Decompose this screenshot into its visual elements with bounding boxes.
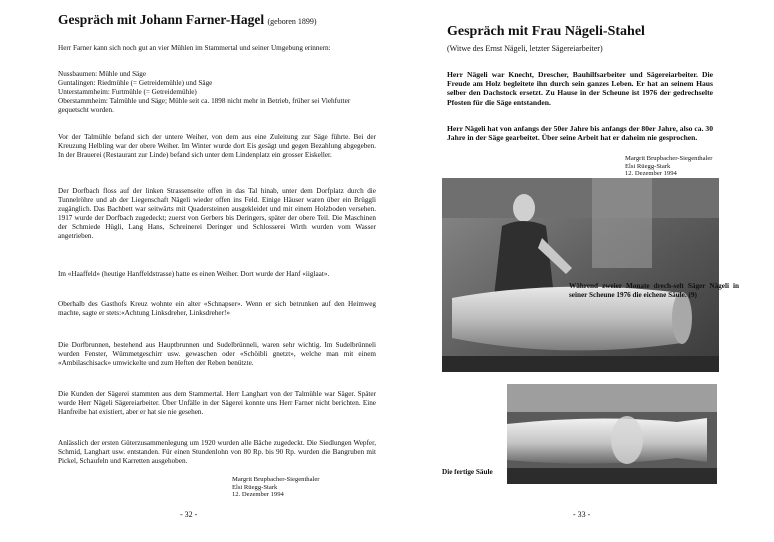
right-signature: Margrit Brupbacher-Siegenthaler Elsi Rüegg-Stark 12. Dezember 1994: [625, 155, 713, 178]
photo-turning-pillar: [442, 178, 719, 372]
caption-finished: Die fertige Säule: [442, 468, 493, 476]
intro-paragraph: Herr Farner kann sich noch gut an vier Mühlen im Stammertal und seiner Umgebung erinnern:: [58, 44, 331, 52]
photo-finished-pillar: [507, 384, 717, 484]
paragraph-schnapser: Oberhalb des Gasthofs Kreuz wohnte ein alter «Schnapser». Wenn er sich betrunken auf den Heimweg machte, sagte er stets:«Achtung Linksdreher, Linksdreher!»: [58, 300, 376, 317]
mill-item: Unterstammheim: Furtmühle (= Getreidemühle): [58, 88, 197, 96]
right-page-title: Gespräch mit Frau Nägeli-Stahel: [447, 24, 645, 39]
right-page-subtitle: (Witwe des Ernst Nägeli, letzter Sägereiarbeiter): [447, 44, 603, 53]
paragraph-weiher: Vor der Talmühle befand sich der untere Weiher, von dem aus eine Zuleitung zur Säge führte. Bei der Kreuzung Helbling war der obere Weiher. Im Winter wurde dort Eis gesägt und gegen Bezahlung abgegeben. In der Brauerei (Restaurant zur Linde) befand sich unter dem Lindenplatz ein grosser Eiskeller.: [58, 133, 376, 159]
birth-note: (geboren 1899): [267, 17, 317, 26]
paragraph-dorfbrunnen: Die Dorfbrunnen, bestehend aus Hauptbrunnen und Sudelbrünneli, waren sehr wichtig. Im Sudelbrünneli wurden Fenster, Wümmetgeschirr usw. gewaschen oder «Schöibli gnetzt», welche man mit einem «Ambilaschisack» umwickelte und zum Heften der Reben benützte.: [58, 341, 376, 367]
page-number-right: - 33 -: [573, 510, 591, 519]
mill-item: Oberstammheim: Talmühle und Säge; Mühle seit ca. 1898 nicht mehr in Betrieb, früher sei Viehfutter gequetscht worden.: [58, 97, 351, 114]
paragraph-gueterzusammenlegung: Anlässlich der ersten Güterzusammenlegung um 1920 wurden alle Bäche zugedeckt. Die Siedlungen Wepfer, Schmid, Langhart usw. entstanden. Für einen Stundenlohn von 80 Rp. bis 90 Rp. wurden die Bangruben mit Pickel, Schaufeln und Karretten ausgehoben.: [58, 439, 376, 465]
left-page-title: Gespräch mit Johann Farner-Hagel (geboren 1899): [58, 12, 317, 27]
paragraph-dorfbach: Der Dorfbach floss auf der linken Strassenseite offen in das Tal hinab, unter dem Dorfplatz durch die Tunnelröhre und ab der Liegenschaft Nägeli wieder offen ins Feld. Einige Häuser waren über ein Brüggli zugänglich. Das Bachbett war seitwärts mit Quadersteinen ausgekleidet und mit einem Holzboden versehen. 1917 wurde der Dorfbach zugedeckt; zuerst von Gerbers bis Deringers, später der obere Teil. Die Maschinen der Schmiede Hügli, Lang Hans, Schreinerei Deringer und Schlosserei Wirth wurden vom Wasser angetrieben.: [58, 187, 376, 240]
finished-pillar-image: [507, 384, 717, 484]
paragraph-saegezeit: Herr Nägeli hat von anfangs der 50er Jahre bis anfangs der 80er Jahre, also ca. 30 Jahre in der Säge gearbeitet. Über seine Arbeit hat er daheim nie gesprochen.: [447, 124, 713, 143]
right-page: [387, 0, 774, 542]
paragraph-beruf: Herr Nägeli war Knecht, Drescher, Bauhilfsarbeiter und Sägereiarbeiter. Die Freude am Holz begleitete ihn durch sein ganzes Leben. Er hat an seinem Haus selber den Dachstock ersetzt. Zu Hause in der Scheune ist 1976 der gedrechselte Pfosten für die Säge entstanden.: [447, 70, 713, 107]
turning-pillar-image: [442, 178, 719, 372]
paragraph-kunden: Die Kunden der Sägerei stammten aus dem Stammertal. Herr Langhart von der Talmühle war Säger. Später wurde Herr Nägeli Sägereiarbeiter. Über Unfälle in der Sägerei konnte uns Herr Farner nicht berichten. Eine Hanfreibe hat existiert, aber er hat sie nie gesehen.: [58, 390, 376, 416]
page-number-left: - 32 -: [180, 510, 198, 519]
caption-turning: Während zweier Monate drech-selt Säger Nägeli in seiner Scheune 1976 die eichene Säule. (9): [569, 282, 739, 299]
left-signature: Margrit Brupbacher-Siegenthaler Elsi Rüegg-Stark 12. Dezember 1994: [232, 476, 320, 499]
mill-list: [58, 70, 376, 115]
mill-item: Guntalingen: Riedmühle (= Getreidemühle) und Säge: [58, 79, 213, 87]
paragraph-haaffeld: Im «Haaffeld» (heutige Hanffeldstrasse) hatte es einen Weiher. Dort wurde der Hanf «iiglaat».: [58, 270, 330, 278]
mill-item: Nussbaumen: Mühle und Säge: [58, 70, 147, 78]
